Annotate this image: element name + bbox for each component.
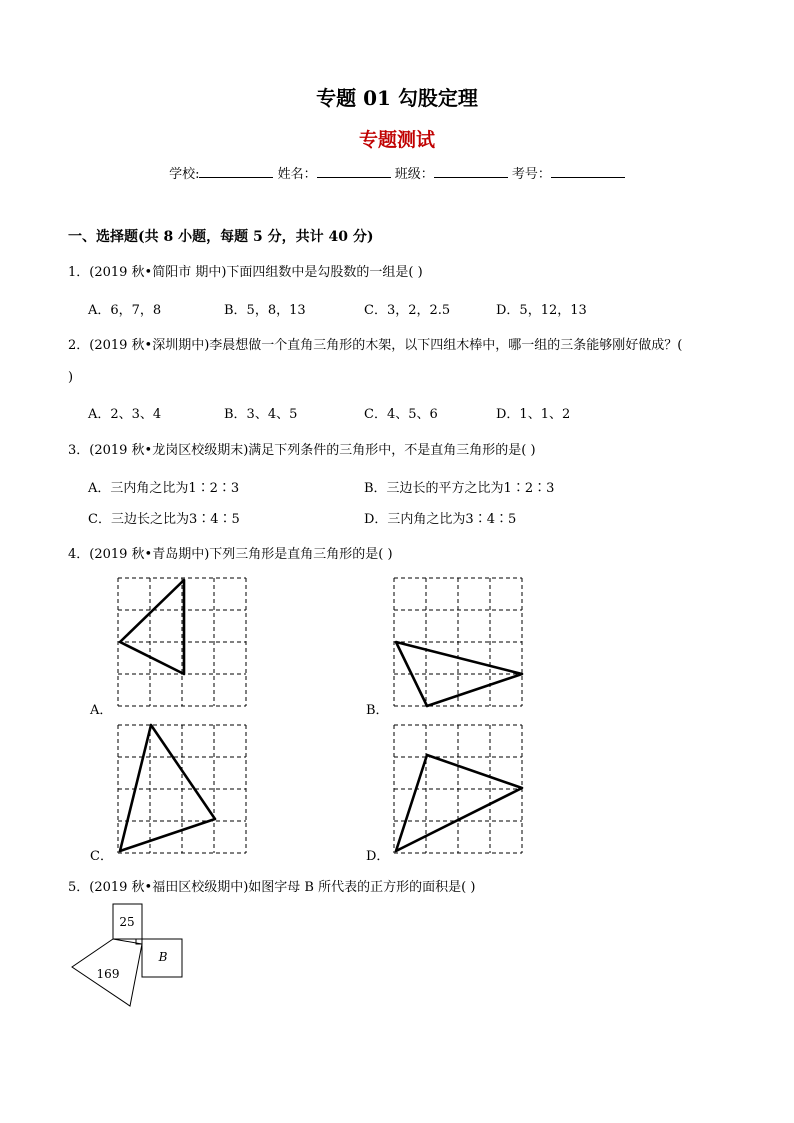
q1-option-b: B．5，8，13 <box>224 303 306 318</box>
q5-figure <box>70 903 186 1007</box>
question-5-stem: 5．(2019 秋•福田区校级期中)如图字母 B 所代表的正方形的面积是( ) <box>68 880 476 895</box>
q1-option-d: D．5，12，13 <box>496 303 587 318</box>
q3-option-c: C．三边长之比为3∶4∶5 <box>88 512 240 527</box>
q3-option-a: A．三内角之比为1∶2∶3 <box>88 481 240 496</box>
q3-option-d: D．三内角之比为3∶4∶5 <box>364 512 517 527</box>
q2-option-c: C．4、5、6 <box>364 407 438 422</box>
question-3-stem: 3．(2019 秋•龙岗区校级期末)满足下列条件的三角形中，不是直角三角形的是( ) <box>68 443 536 458</box>
page-subtitle: 专题测试 <box>358 129 435 151</box>
school-label: 学校: <box>169 167 200 182</box>
name-label: 姓名： <box>277 167 317 182</box>
class-label: 班级： <box>394 167 434 182</box>
question-2-stem: 2．(2019 秋•深圳期中)李晨想做一个直角三角形的木架，以下四组木棒中，哪一组的三条能够刚好做成？( <box>68 338 683 353</box>
question-2-stem-end: ) <box>68 370 74 385</box>
question-4-stem: 4．(2019 秋•青岛期中)下列三角形是直角三角形的是( ) <box>68 547 393 562</box>
q1-option-a: A．6，7，8 <box>88 303 162 318</box>
exam-number-label: 考号： <box>511 167 551 182</box>
q4-figure-d <box>394 725 524 853</box>
exam-number-blank[interactable] <box>551 165 625 178</box>
large-square-label: 169 <box>96 967 120 981</box>
q2-option-d: D．1、1、2 <box>496 407 571 422</box>
small-square-label: 25 <box>119 915 135 929</box>
class-blank[interactable] <box>434 165 508 178</box>
q4-option-c-label: C． <box>90 849 113 864</box>
student-info-line <box>0 163 794 182</box>
q1-option-c: C．3，2，2.5 <box>364 303 451 318</box>
section-heading: 一、选择题(共 8 小题，每题 5 分，共计 40 分) <box>68 229 374 245</box>
page-title: 专题 01 勾股定理 <box>316 86 478 110</box>
q4-figure-a <box>118 578 248 706</box>
q4-option-a-label: A． <box>90 703 113 718</box>
q4-figure-b <box>394 578 524 706</box>
name-blank[interactable] <box>317 165 391 178</box>
q3-option-b: B．三边长的平方之比为1∶2∶3 <box>364 481 555 496</box>
q4-option-d-label: D． <box>366 849 390 864</box>
q4-option-b-label: B． <box>366 703 389 718</box>
q2-option-a: A．2、3、4 <box>88 407 162 422</box>
question-1-stem: 1．(2019 秋•简阳市 期中)下面四组数中是勾股数的一组是( ) <box>68 265 423 280</box>
q2-option-b: B．3、4、5 <box>224 407 298 422</box>
q4-figure-c <box>118 725 248 853</box>
unknown-square-label: B <box>158 950 168 964</box>
school-blank[interactable] <box>199 165 273 178</box>
